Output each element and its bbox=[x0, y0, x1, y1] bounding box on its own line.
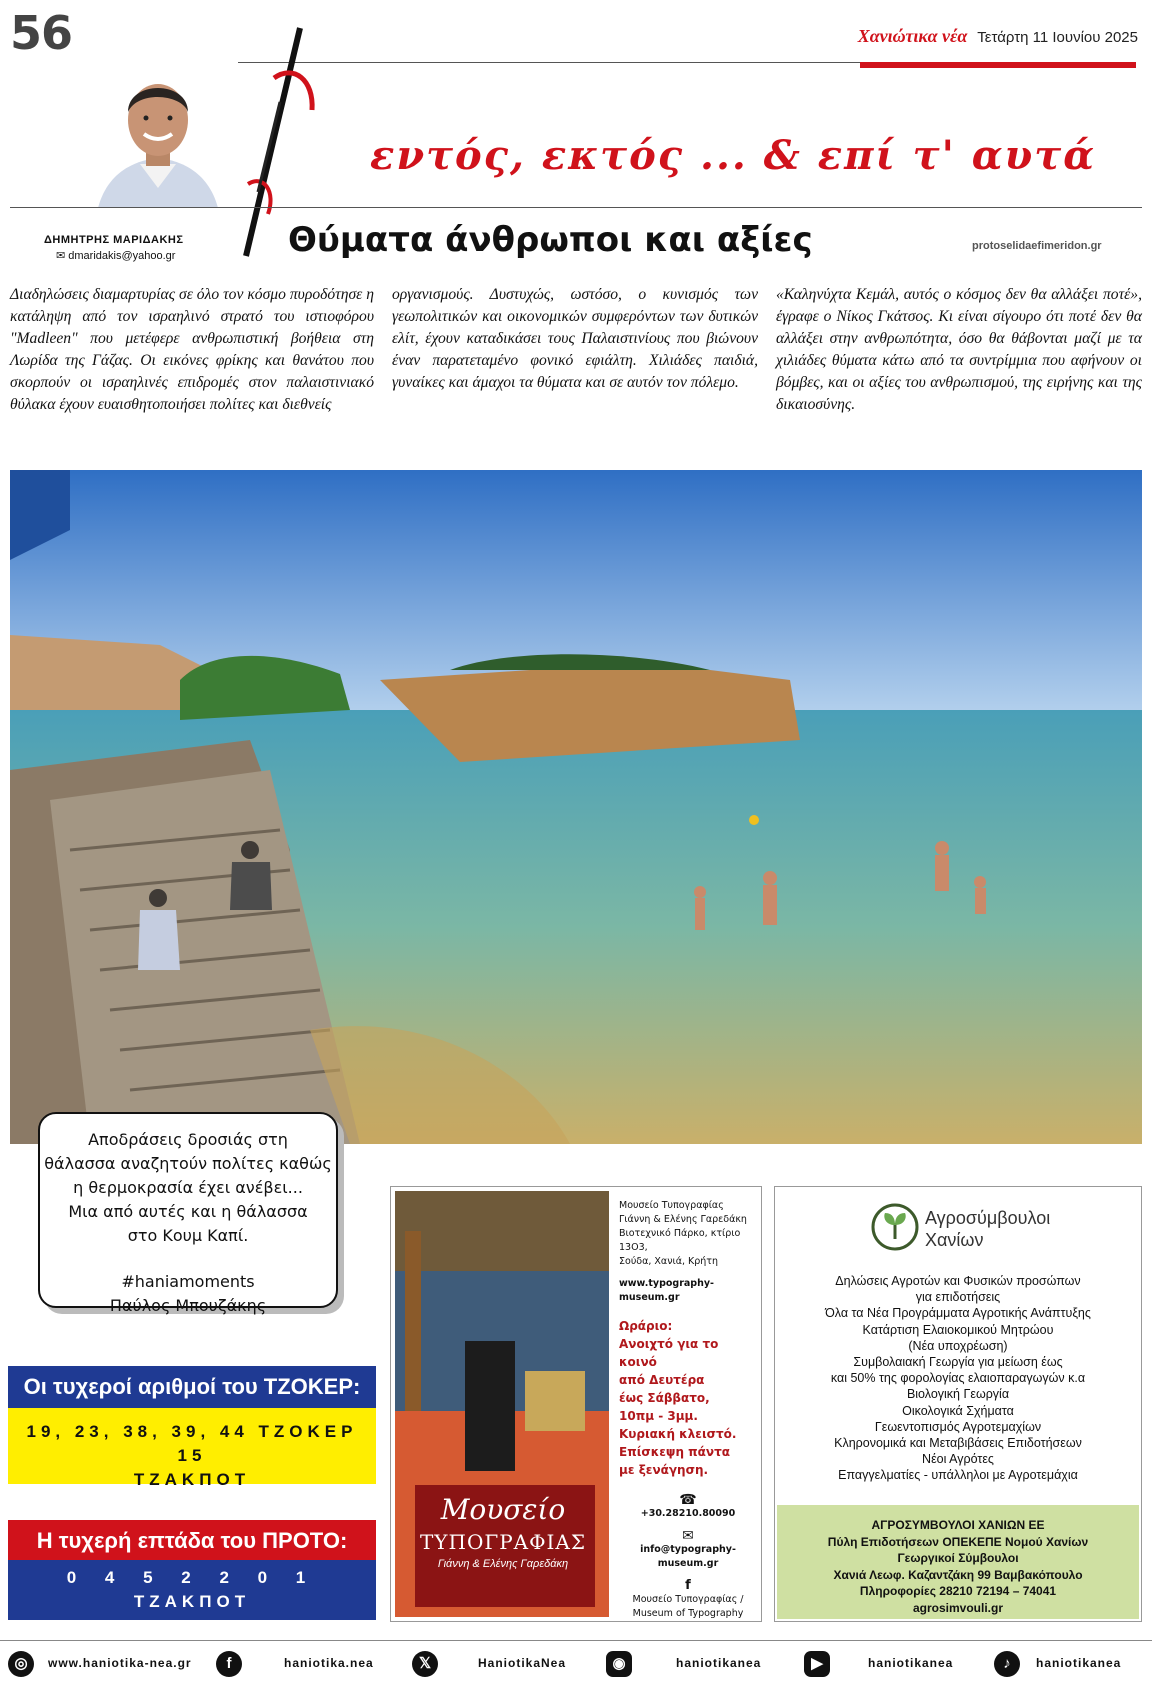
service-line: Οικολογικά Σχήματα bbox=[902, 1403, 1014, 1418]
agro-services bbox=[779, 1273, 1137, 1484]
caption-hashtag: #haniamoments bbox=[121, 1272, 255, 1291]
page-number: 56 bbox=[10, 6, 73, 60]
service-line: για επιδοτήσεις bbox=[915, 1290, 1001, 1305]
author-email-text: dmaridakis@yahoo.gr bbox=[68, 250, 176, 262]
caption-credit: Παύλος Μπουζάκης bbox=[109, 1296, 267, 1315]
caption-line: Αποδράσεις δροσιάς στη bbox=[88, 1130, 288, 1149]
service-line: Συμβολαιακή Γεωργία για μείωση έως bbox=[853, 1355, 1063, 1370]
footer-tiktok[interactable]: haniotikanea bbox=[1036, 1656, 1122, 1670]
joker-title: Οι τυχεροί αριθμοί του ΤΖΟΚΕΡ: bbox=[8, 1366, 376, 1408]
hours-line: έως Σάββατο, bbox=[619, 1391, 710, 1405]
caption-line: η θερμοκρασία έχει ανέβει... bbox=[73, 1178, 303, 1197]
youtube-icon: ▶ bbox=[804, 1651, 830, 1677]
logo-sub: Γιάννη & Ελένης Γαρεδάκη bbox=[437, 1558, 569, 1570]
hours-line: με ξενάγηση. bbox=[619, 1463, 709, 1477]
proto-title: Η τυχερή επτάδα του ΠΡΟΤΟ: bbox=[8, 1520, 376, 1560]
footer-website[interactable]: www.haniotika-nea.gr bbox=[48, 1656, 192, 1670]
footer-facebook[interactable]: haniotika.nea bbox=[284, 1656, 374, 1670]
phone-icon: ☎ bbox=[679, 1492, 697, 1508]
facebook-icon: f bbox=[685, 1578, 691, 1593]
address-line: Μουσείο Τυπογραφίας bbox=[619, 1200, 724, 1211]
logo-script: Μουσείο bbox=[440, 1493, 566, 1526]
museum-logo bbox=[415, 1493, 591, 1570]
photo-caption-box bbox=[38, 1112, 338, 1315]
footer-x[interactable]: HaniotikaNea bbox=[478, 1656, 567, 1670]
hours-line: από Δευτέρα bbox=[619, 1373, 705, 1387]
source-tag: protoselidaefimeridon.gr bbox=[972, 240, 1102, 252]
museum-info bbox=[619, 1199, 757, 1621]
service-line: Κατάρτιση Ελαιοκομικού Μητρώου bbox=[862, 1322, 1054, 1337]
proto-numbers: 0 4 5 2 2 0 1 bbox=[66, 1568, 318, 1587]
museum-phone: +30.28210.80090 bbox=[640, 1508, 736, 1519]
facebook-icon: f bbox=[216, 1651, 242, 1677]
article-column-2: οργανισμούς. Δυστυχώς, ωστόσο, ο κυνισμός των γεωπολιτικών και οικονομικών συμφερόντων των δυτικών ελίτ, έχουν καταδικάσει τους Παλαιστινίους που βιώνουν έναν παρατεταμένο φονικό εφιάλτη. Χιλιάδες παιδιά, γυναίκες και άμαχοι τα θύματα και σε αυτόν τον πόλεμο. bbox=[392, 286, 758, 391]
museum-hours bbox=[619, 1317, 757, 1479]
author-portrait bbox=[78, 60, 238, 208]
caption-line: στο Κουμ Καπί. bbox=[127, 1226, 249, 1245]
service-line: Γεωεντοπισμός Αγροτεμαχίων bbox=[874, 1419, 1042, 1434]
article-photo bbox=[10, 470, 1142, 1144]
joker-body bbox=[8, 1408, 376, 1489]
service-line: Νέοι Αγρότες bbox=[922, 1452, 994, 1467]
x-icon: 𝕏 bbox=[412, 1651, 438, 1677]
agro-consultants-ad bbox=[774, 1186, 1142, 1622]
service-line: και 50% της φορολογίας ελαιοπαραγωγών κ.α bbox=[830, 1371, 1086, 1386]
joker-box bbox=[8, 1366, 376, 1489]
service-line: Δηλώσεις Αγροτών και Φυσικών προσώπων bbox=[835, 1274, 1081, 1288]
article-column-3: «Καληνύχτα Κεμάλ, αυτός ο κόσμος δεν θα αλλάξει ποτέ», έγραφε ο Νίκος Γκάτσος. Κι είναι σίγουρο ότι ποτέ δεν θα αλλάξει στην ανθρωπότητα, όσο θα θάβονται μαζί με τα χιλιάδες θύματα κάτω από τα συντρίμμια που αφήνουν οι βόμβες, και οι αξίες του ανθρωπισμού, της ειρήνης και της δικαιοσύνης. bbox=[776, 286, 1142, 413]
hours-line: Ανοιχτό για το κοινό bbox=[619, 1337, 719, 1369]
address-line: Σούδα, Χανιά, Κρήτη bbox=[619, 1256, 719, 1267]
author-email bbox=[56, 249, 175, 262]
agro-brand-line: Χανίων bbox=[925, 1230, 984, 1250]
article-headline: Θύματα άνθρωποι και αξίες bbox=[288, 220, 813, 260]
mail-icon: ✉ bbox=[56, 250, 66, 262]
caption-line: Μια από αυτές και η θάλασσα bbox=[68, 1202, 308, 1221]
address-line: Βιοτεχνικό Πάρκο, κτίριο 13Ο3, bbox=[619, 1228, 741, 1253]
museum-email[interactable]: info@typography-museum.gr bbox=[640, 1544, 736, 1569]
agro-contact bbox=[777, 1505, 1139, 1619]
service-line: (Νέα υποχρέωση) bbox=[908, 1338, 1008, 1353]
service-line: Κληρονομικά και Μεταβιβάσεις Επιδοτήσεων bbox=[834, 1436, 1082, 1451]
museum-social: Museum of Typography bbox=[632, 1608, 744, 1619]
email-icon: ✉ bbox=[682, 1528, 694, 1544]
header-red-bar bbox=[860, 62, 1136, 68]
footer-youtube[interactable]: haniotikanea bbox=[868, 1656, 954, 1670]
proto-body bbox=[8, 1560, 376, 1620]
sprout-logo-icon bbox=[871, 1203, 919, 1251]
proto-box bbox=[8, 1520, 376, 1620]
instagram-icon: ◉ bbox=[606, 1651, 632, 1677]
brand-name: Χανιώτικα νέα bbox=[857, 26, 968, 46]
masthead bbox=[858, 26, 1138, 47]
agro-website[interactable]: agrosimvouli.gr bbox=[912, 1600, 1004, 1615]
museum-website[interactable]: www.typography-museum.gr bbox=[619, 1278, 714, 1303]
service-line: Επαγγελματίες - υπάλληλοι με Αγροτεμάχια bbox=[838, 1468, 1078, 1483]
tiktok-icon: ♪ bbox=[994, 1651, 1020, 1677]
service-line: Βιολογική Γεωργία bbox=[906, 1387, 1010, 1402]
service-line: Όλα τα Νέα Προγράμματα Αγροτικής Ανάπτυξης bbox=[825, 1306, 1091, 1321]
logo-main: ΤΥΠΟΓΡΑΦΙΑΣ bbox=[419, 1530, 587, 1554]
hours-title: Ωράριο: bbox=[619, 1319, 673, 1333]
typography-museum-ad bbox=[390, 1186, 762, 1622]
agro-contact-line: ΑΓΡΟΣΥΜΒΟΥΛΟΙ ΧΑΝΙΩΝ ΕΕ bbox=[871, 1518, 1045, 1532]
agro-brand-line: Αγροσύμβουλοι bbox=[925, 1208, 1051, 1228]
hours-line: 10πμ - 3μμ. bbox=[619, 1409, 698, 1423]
proto-note: ΤΖΑΚΠΟΤ bbox=[133, 1592, 251, 1611]
author-name: ΔΗΜΗΤΡΗΣ ΜΑΡΙΔΑΚΗΣ bbox=[44, 234, 184, 246]
hours-line: Κυριακή κλειστό. bbox=[619, 1427, 737, 1441]
agro-contact-line: Γεωργικοί Σύμβουλοι bbox=[897, 1551, 1019, 1565]
agro-contact-line: Πληροφορίες 28210 72194 – 74041 bbox=[859, 1584, 1057, 1598]
agro-contact-line: Πύλη Επιδοτήσεων ΟΠΕΚΕΠΕ Νομού Χανίων bbox=[827, 1534, 1089, 1549]
address-line: Γιάννη & Ελένης Γαρεδάκη bbox=[619, 1214, 747, 1225]
agro-contact-line: Χανιά Λεωφ. Καζαντζάκη 99 Βαμβακόπουλο bbox=[833, 1567, 1083, 1582]
joker-numbers: 19, 23, 38, 39, 44 ΤΖΟΚΕΡ 15 bbox=[26, 1422, 358, 1465]
issue-date: Τετάρτη 11 Ιουνίου 2025 bbox=[977, 29, 1138, 46]
footer-bar bbox=[0, 1640, 1152, 1683]
globe-icon: ◎ bbox=[8, 1651, 34, 1677]
title-rule bbox=[10, 207, 1142, 208]
article-column-1: Διαδηλώσεις διαμαρτυρίας σε όλο τον κόσμο πυροδότησε η κατάληψη από τον ισραηλινό στρατό του ιστιοφόρου "Madleen" που μετέφερε ανθρωπιστική βοήθεια στη Λωρίδα της Γάζας. Οι εικόνες φρίκης και θανάτου που σκορπούν οι ισραηλινές επιδρομές στον παλαιστινιακό θύλακα έχουν ευαισθητοποιήσει πολίτες και διεθνείς bbox=[10, 286, 374, 413]
hours-line: Επίσκεψη πάντα bbox=[619, 1445, 730, 1459]
agro-brand bbox=[925, 1207, 1050, 1251]
caption-line: θάλασσα αναζητούν πολίτες καθώς bbox=[44, 1154, 332, 1173]
joker-note: ΤΖΑΚΠΟΤ bbox=[133, 1470, 251, 1489]
museum-social: Μουσείο Τυπογραφίας / bbox=[632, 1594, 744, 1605]
footer-instagram[interactable]: haniotikanea bbox=[676, 1656, 762, 1670]
column-title: εντός, εκτός ... & επί τ' αυτά bbox=[370, 132, 1096, 179]
